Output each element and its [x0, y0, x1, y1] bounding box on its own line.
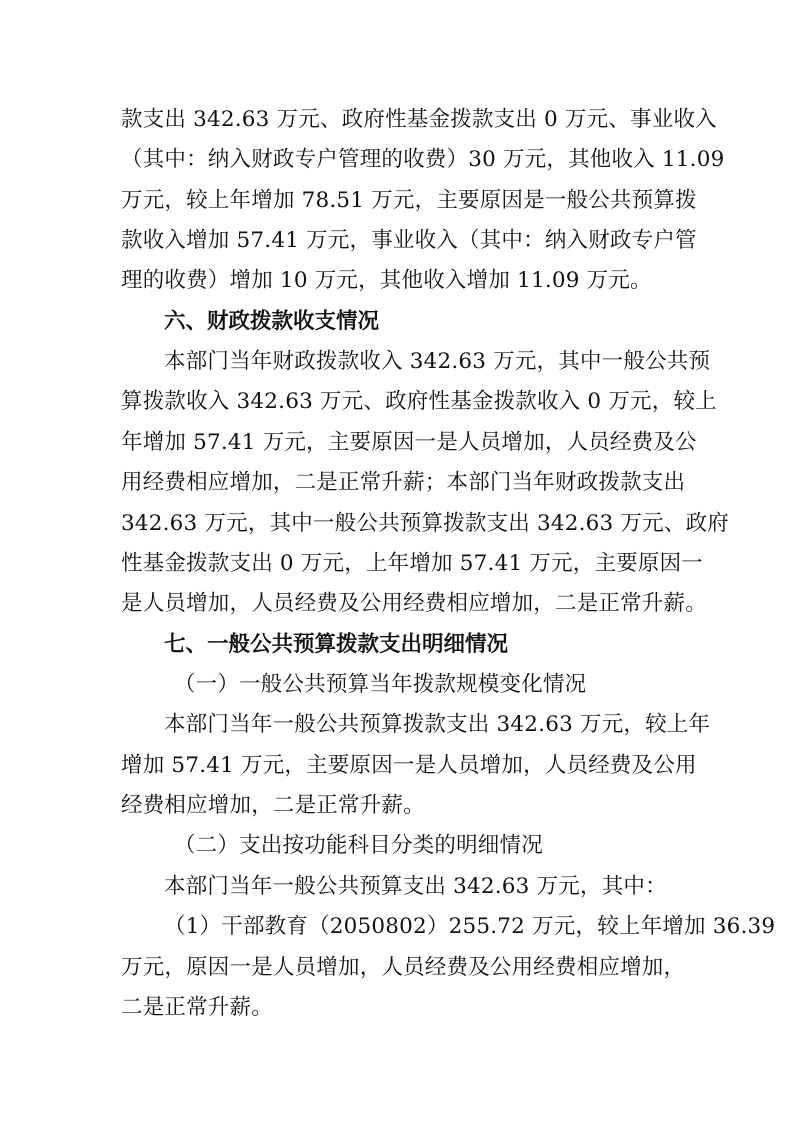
paragraph-line: （其中：纳入财政专户管理的收费）30 万元，其他收入 11.09: [121, 147, 725, 172]
paragraph-line: 342.63 万元，其中一般公共预算拨款支出 342.63 万元、政府: [121, 511, 729, 536]
paragraph-line: 本部门当年一般公共预算支出 342.63 万元，其中：: [164, 874, 667, 899]
paragraph-line: 万元，原因一是人员增加，人员经费及公用经费相应增加，: [121, 955, 686, 980]
paragraph-line: 款支出 342.63 万元、政府性基金拨款支出 0 万元、事业收入: [121, 107, 717, 132]
paragraph-line: 性基金拨款支出 0 万元，上年增加 57.41 万元，主要原因一: [121, 551, 703, 576]
subsection-heading: （二）支出按功能科目分类的明细情况: [174, 833, 543, 858]
paragraph-line: 用经费相应增加，二是正常升薪；本部门当年财政拨款支出: [121, 470, 686, 495]
paragraph-line: 款收入增加 57.41 万元，事业收入（其中：纳入财政专户管: [121, 228, 697, 253]
paragraph-line: 经费相应增加，二是正常升薪。: [121, 793, 425, 818]
section-heading: 七、一般公共预算拨款支出明细情况: [164, 632, 509, 657]
paragraph-line: 万元，较上年增加 78.51 万元，主要原因是一般公共预算拨: [121, 188, 697, 213]
subsection-heading: （一）一般公共预算当年拨款规模变化情况: [174, 672, 587, 697]
paragraph-line: 年增加 57.41 万元，主要原因一是人员增加，人员经费及公: [121, 430, 697, 455]
paragraph-line: 理的收费）增加 10 万元，其他收入增加 11.09 万元。: [121, 268, 652, 293]
paragraph-line: 本部门当年一般公共预算拨款支出 342.63 万元，较上年: [164, 712, 711, 737]
paragraph-line: 算拨款收入 342.63 万元、政府性基金拨款收入 0 万元，较上: [121, 389, 717, 414]
paragraph-line: 增加 57.41 万元，主要原因一是人员增加，人员经费及公用: [121, 753, 697, 778]
paragraph-line: （1）干部教育（2050802）255.72 万元，较上年增加 36.39: [164, 914, 776, 939]
section-heading: 六、财政拨款收支情况: [164, 309, 380, 334]
paragraph-line: 二是正常升薪。: [121, 995, 273, 1020]
paragraph-line: 是人员增加，人员经费及公用经费相应增加，二是正常升薪。: [121, 591, 707, 616]
paragraph-line: 本部门当年财政拨款收入 342.63 万元，其中一般公共预: [164, 349, 711, 374]
